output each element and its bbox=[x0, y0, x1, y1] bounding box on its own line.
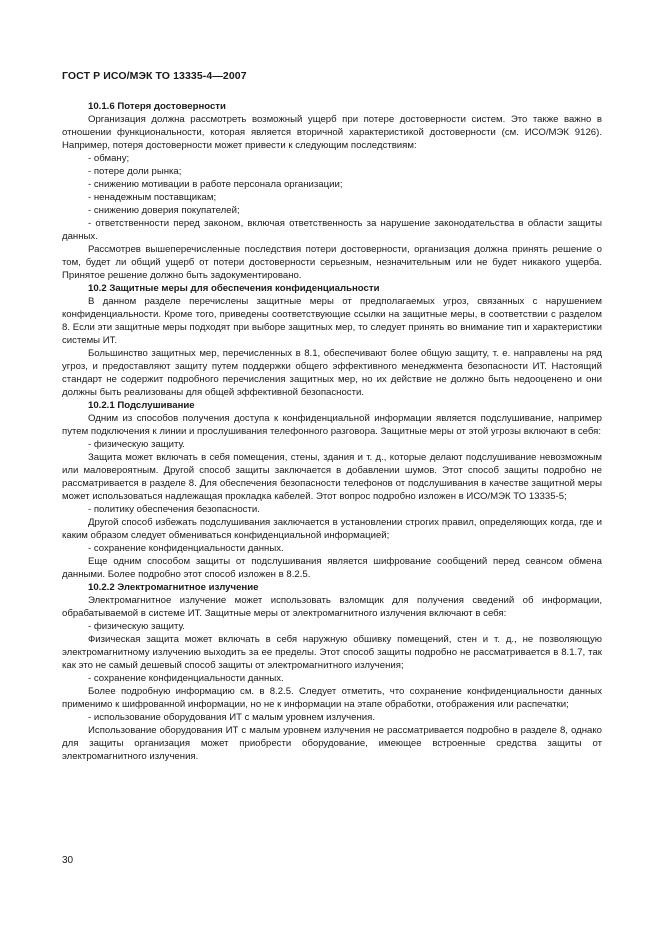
list-item: - использование оборудования ИТ с малым уровнем излучения. bbox=[88, 712, 376, 723]
document-header: ГОСТ Р ИСО/МЭК ТО 13335-4—2007 bbox=[62, 70, 247, 82]
list-item: - физическую защиту. bbox=[88, 439, 185, 450]
list-item: - снижению мотивации в работе персонала организации; bbox=[88, 179, 343, 190]
document-body bbox=[62, 100, 602, 763]
list-item: - сохранение конфиденциальности данных. bbox=[88, 673, 284, 684]
paragraph: Использование оборудования ИТ с малым уровнем излучения не рассматривается подробно в разделе 8, однако для защиты организация может приобрести оборудование, имеющее встроенные средства защиты от электромагнитного излучения. bbox=[62, 725, 602, 762]
list-item: - потере доли рынка; bbox=[88, 166, 182, 177]
paragraph: Организация должна рассмотреть возможный ущерб при потере достоверности систем. Это также важно в отношении функциональности, которая является вторичной характеристикой достоверности (см. ИСО/МЭК 9126). Например, потеря достоверности может привести к следующим последствиям: bbox=[62, 114, 602, 151]
section-heading: 10.1.6 Потеря достоверности bbox=[88, 101, 226, 112]
section-heading: 10.2 Защитные меры для обеспечения конфиденциальности bbox=[88, 283, 380, 294]
paragraph: В данном разделе перечислены защитные меры от предполагаемых угроз, связанных с нарушением конфиденциальности. Кроме того, приведены соответствующие ссылки на защитные меры, в соответствии с разделом 8. Если эти защитные меры подходят при выборе защитных мер, то следует принять во внимание тип и характеристики системы ИТ. bbox=[62, 296, 602, 346]
paragraph: Защита может включать в себя помещения, стены, здания и т. д., которые делают подслушивание невозможным или маловероятным. Другой способ защиты заключается в добавлении шумов. Этот способ защиты подробно не рассматривается в разделе 8. Для обеспечения безопасности телефонов от подслушивания в качестве защитной меры может использоваться надлежащая прокладка кабелей. Этот вопрос подробно изложен в ИСО/МЭК ТО 13335-5; bbox=[62, 452, 602, 502]
paragraph: Одним из способов получения доступа к конфиденциальной информации является подслушивание, например путем подключения к линии и прослушивания телефонного разговора. Защитные меры от этой угрозы включают в себя: bbox=[62, 413, 602, 437]
list-item: - политику обеспечения безопасности. bbox=[88, 504, 260, 515]
paragraph: Электромагнитное излучение может использовать взломщик для получения сведений об информации, обрабатываемой в системе ИТ. Защитные меры от электромагнитного излучения включают в себя: bbox=[62, 595, 602, 619]
list-item: - снижению доверия покупателей; bbox=[88, 205, 240, 216]
list-item: - ответственности перед законом, включая ответственность за нарушение законодательства в области защиты данных. bbox=[62, 218, 602, 242]
list-item: - сохранение конфиденциальности данных. bbox=[88, 543, 284, 554]
paragraph: Более подробную информацию см. в 8.2.5. Следует отметить, что сохранение конфиденциальности данных применимо к шифрованной информации, но не к информации на этапе обработки, отображения или распечатки; bbox=[62, 686, 602, 710]
paragraph: Другой способ избежать подслушивания заключается в установлении строгих правил, определяющих когда, где и каким образом следует обмениваться конфиденциальной информацией; bbox=[62, 517, 602, 541]
paragraph: Большинство защитных мер, перечисленных в 8.1, обеспечивают более общую защиту, т. е. направлены на ряд угроз, и предоставляют защиту путем поддержки общего эффективного менеджмента безопасности ИТ. Настоящий стандарт не содержит подробного перечисления защитных мер, но их действие не должно быть недооценено и они должны быть реализованы для общей эффективной безопасности. bbox=[62, 348, 602, 398]
list-item: - обману; bbox=[88, 153, 130, 164]
section-heading: 10.2.1 Подслушивание bbox=[88, 400, 195, 411]
page-number: 30 bbox=[62, 855, 74, 866]
paragraph: Еще одним способом защиты от подслушивания является шифрование сообщений перед сеансом обмена данными. Более подробно этот способ изложен в 8.2.5. bbox=[62, 556, 602, 580]
paragraph: Рассмотрев вышеперечисленные последствия потери достоверности, организация должна принять решение о том, будет ли общий ущерб от потери достоверности серьезным, незначительным или не будет никакого ущерба. Принятое решение должно быть задокументировано. bbox=[62, 244, 602, 281]
section-heading: 10.2.2 Электромагнитное излучение bbox=[88, 582, 259, 593]
list-item: - ненадежным поставщикам; bbox=[88, 192, 217, 203]
paragraph: Физическая защита может включать в себя наружную обшивку помещений, стен и т. д., не позволяющую электромагнитному излучению выходить за ее пределы. Этот способ защиты подробно не рассматривается в 8.1.7, так как это не самый дешевый способ защиты от электромагнитного излучения; bbox=[62, 634, 602, 671]
list-item: - физическую защиту. bbox=[88, 621, 185, 632]
